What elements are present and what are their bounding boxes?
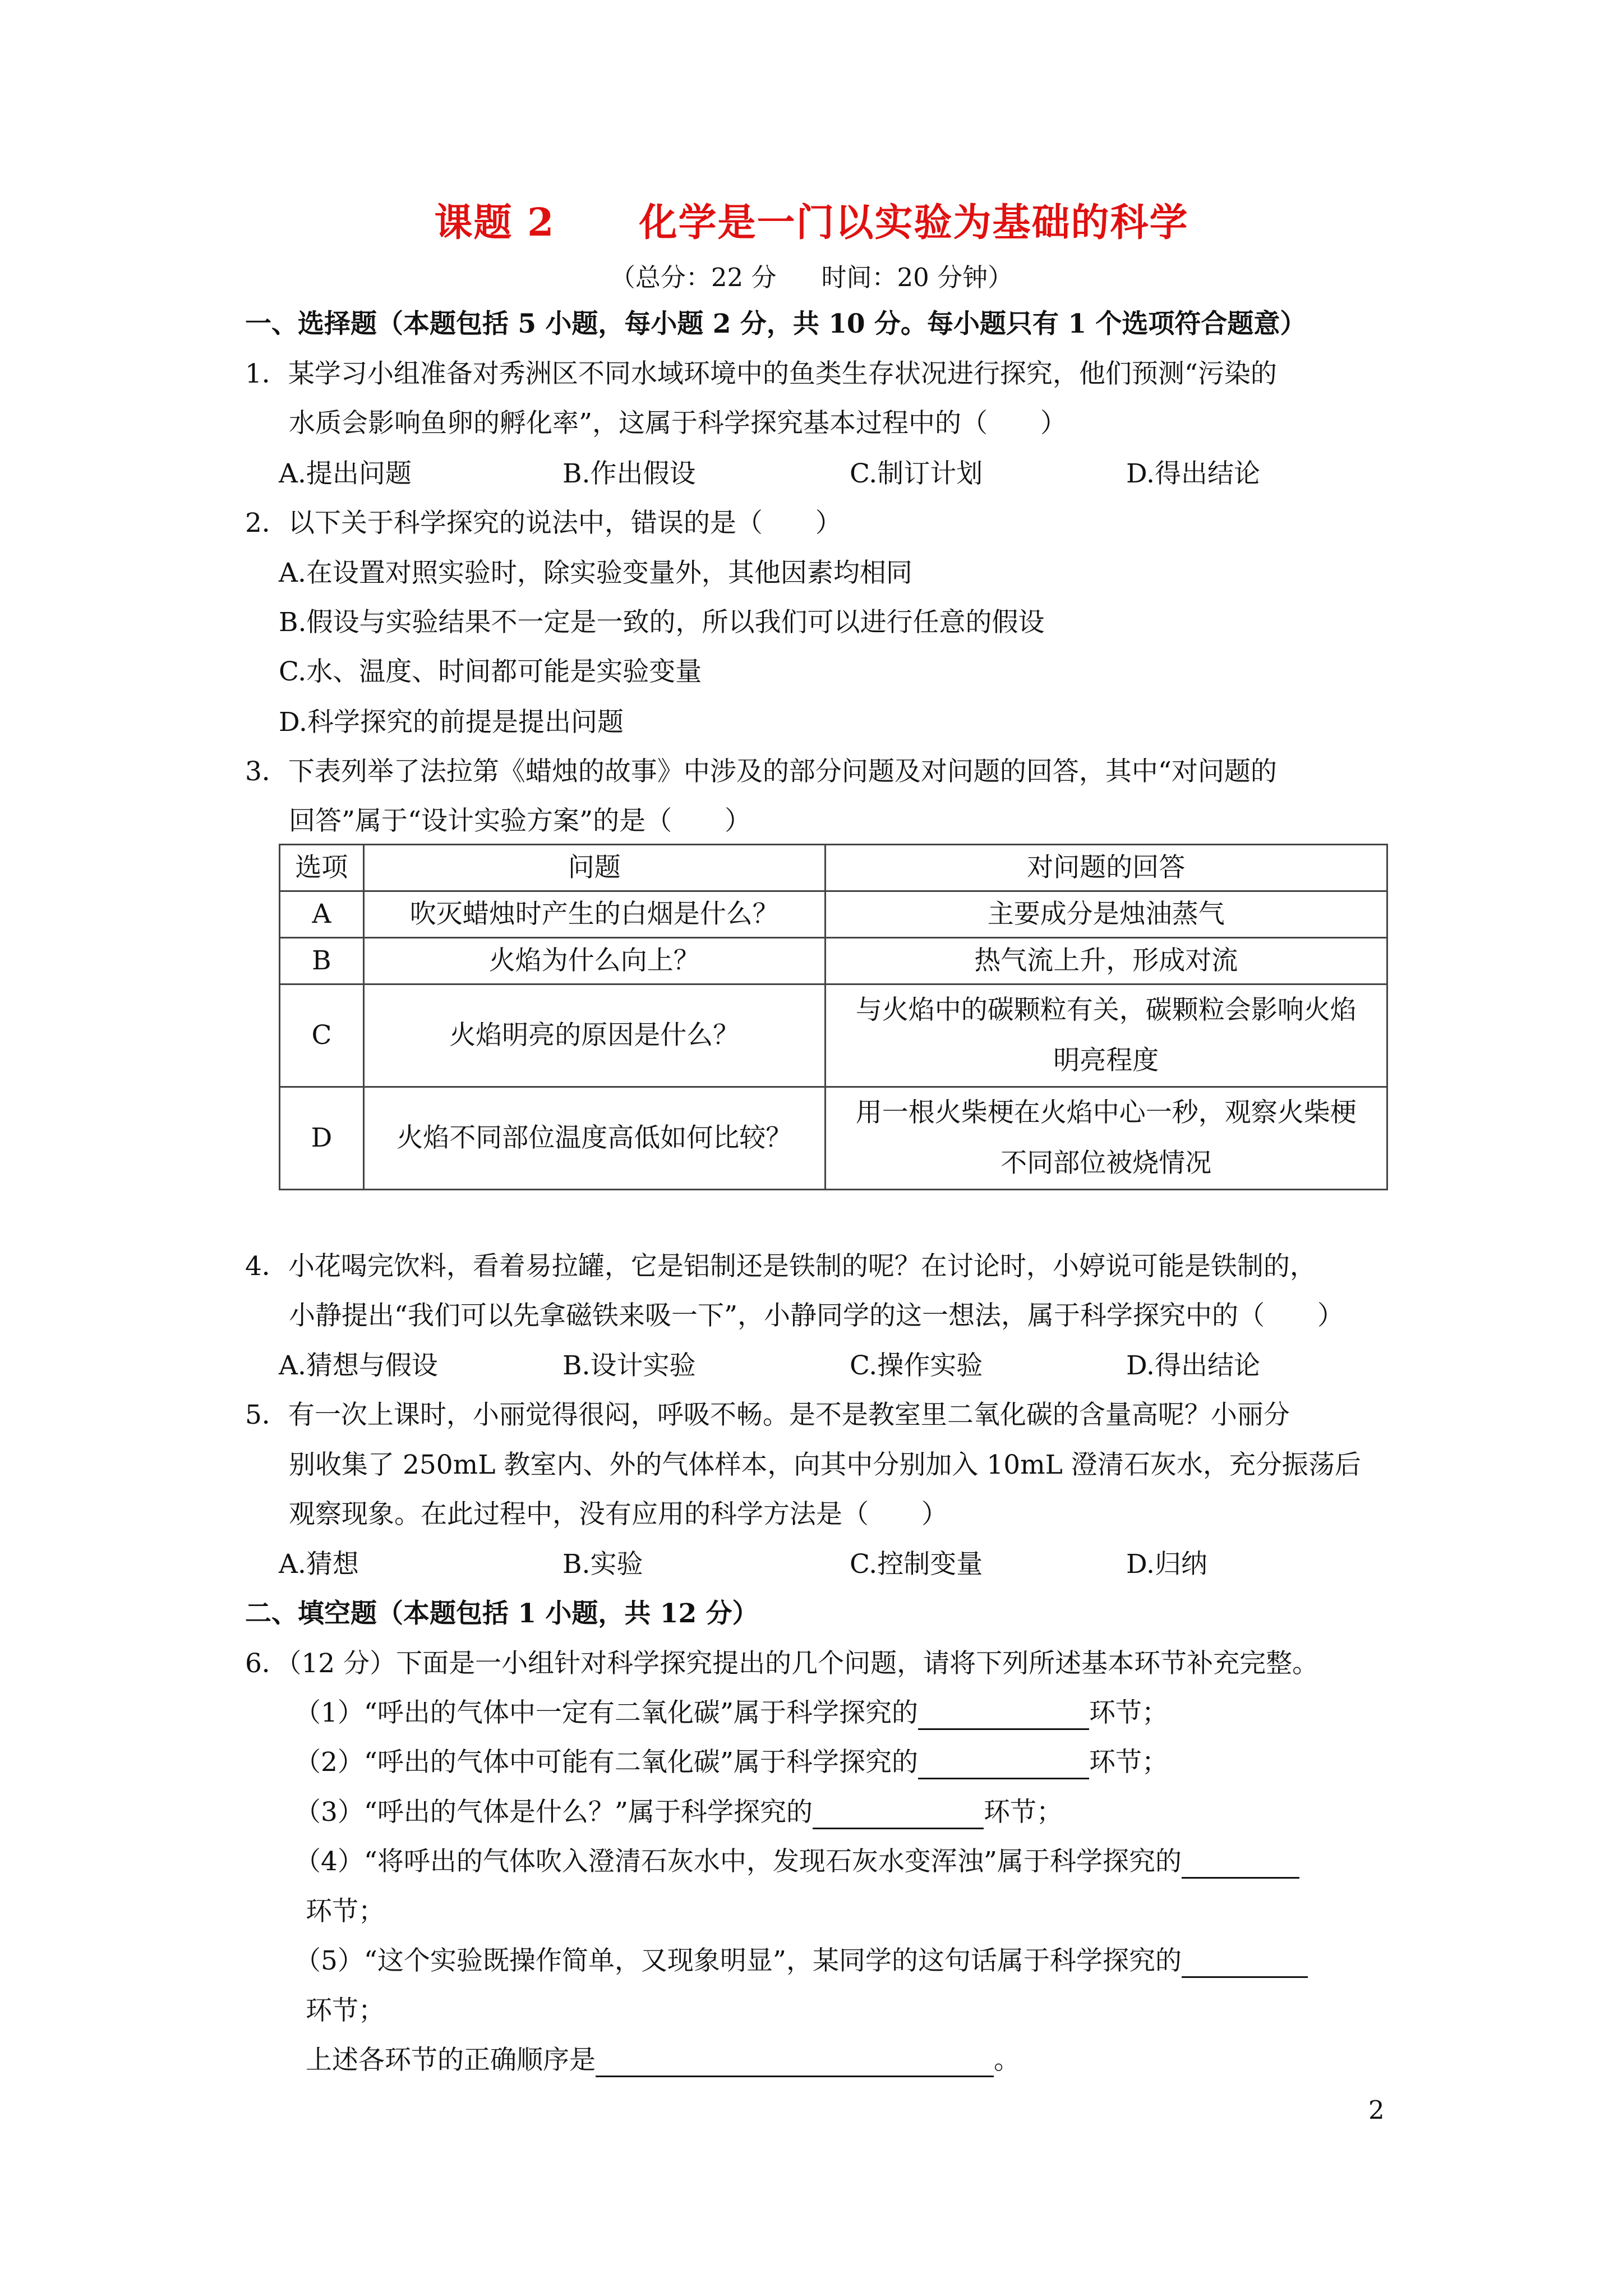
subtitle-score: （总分：22 分 (610, 263, 777, 292)
q6-s5-text: （5）“这个实验既操作简单，又现象明显”，某同学的这句话属于科学探究的 (294, 1945, 1182, 1976)
q6-s1-text: （1）“呼出的气体中一定有二氧化碳”属于科学探究的 (294, 1697, 918, 1728)
q3-line1: 3．下表列举了法拉第《蜡烛的故事》中涉及的部分问题及对问题的回答，其中“对问题的 (245, 756, 1277, 787)
q6-s2-end: 环节； (1089, 1747, 1168, 1778)
q6-s1-end: 环节； (1089, 1697, 1168, 1728)
q3-table (279, 844, 1388, 1190)
q1-line2: 水质会影响鱼卵的孵化率”，这属于科学探究基本过程中的（ ） (289, 408, 1067, 439)
q6-s4-end: 环节； (306, 1896, 385, 1927)
answer-line-1: 用一根火柴梗在火焰中心一秒，观察火柴梗 (855, 1097, 1357, 1128)
page-number: 2 (1368, 2095, 1385, 2125)
table-cell-question: 火焰为什么向上？ (363, 938, 825, 984)
answer-line-1: 与火焰中的碳颗粒有关，碳颗粒会影响火焰 (855, 995, 1357, 1025)
q3-line2: 回答”属于“设计实验方案”的是（ ） (289, 806, 751, 836)
q6-subquestion-3 (294, 1796, 1063, 1829)
q6-s3-end: 环节； (983, 1797, 1063, 1828)
answer-line-2: 不同部位被烧情况 (1000, 1148, 1212, 1179)
answer-blank-3[interactable] (813, 1801, 984, 1829)
q6-order-end: 。 (994, 2045, 1020, 2076)
table-header-cell: 对问题的回答 (825, 845, 1387, 891)
table-row (280, 984, 1387, 1087)
q4-line2: 小静提出“我们可以先拿磁铁来吸一下”，小静同学的这一想法，属于科学探究中的（ ） (289, 1300, 1344, 1331)
q1-line1: 1．某学习小组准备对秀洲区不同水域环境中的鱼类生存状况进行探究，他们预测“污染的 (245, 358, 1277, 389)
section1-heading: 一、选择题（本题包括 5 小题，每小题 2 分，共 10 分。每小题只有 1 个选项符合题意） (245, 309, 1307, 339)
answer-blank-1[interactable] (918, 1701, 1089, 1730)
table-cell-answer (825, 984, 1387, 1087)
table-header-cell: 选项 (280, 845, 364, 891)
answer-blank-4[interactable] (1182, 1850, 1299, 1879)
q2-line1: 2．以下关于科学探究的说法中，错误的是（ ） (245, 508, 842, 539)
q4-option-a: A.猜想与假设 (279, 1350, 438, 1381)
q2-option-b: B.假设与实验结果不一定是一致的，所以我们可以进行任意的假设 (279, 607, 1045, 638)
title-topic: 化学是一门以实验为基础的科学 (639, 200, 1189, 245)
table-cell-question: 火焰不同部位温度高低如何比较？ (363, 1087, 825, 1190)
answer-line-2: 明亮程度 (1053, 1045, 1159, 1076)
q6-subquestion-1 (294, 1696, 1168, 1730)
table-header-cell: 问题 (363, 845, 825, 891)
q4-option-d: D.得出结论 (1126, 1350, 1260, 1381)
q6-subquestion-4 (294, 1845, 1299, 1879)
table-cell-option: B (280, 938, 364, 984)
table-cell-answer: 主要成分是烛油蒸气 (825, 891, 1387, 938)
page-title (0, 197, 1623, 248)
q5-line3: 观察现象。在此过程中，没有应用的科学方法是（ ） (289, 1499, 948, 1530)
q6-subquestion-2 (294, 1746, 1168, 1779)
table-row (280, 938, 1387, 984)
q2-option-d: D.科学探究的前提是提出问题 (279, 707, 624, 738)
q5-option-d: D.归纳 (1126, 1549, 1207, 1580)
table-cell-option: C (280, 984, 364, 1087)
q5-option-b: B.实验 (562, 1549, 643, 1580)
subtitle-time: 时间：20 分钟） (821, 263, 1013, 292)
q4-option-c: C.操作实验 (850, 1350, 983, 1381)
q1-option-c: C.制订计划 (850, 458, 983, 489)
table-row (280, 1087, 1387, 1190)
table-header-row (280, 845, 1387, 891)
q2-option-a: A.在设置对照实验时，除实验变量外，其他因素均相同 (279, 558, 912, 588)
answer-blank-5[interactable] (1182, 1949, 1308, 1978)
q5-option-a: A.猜想 (279, 1549, 359, 1580)
q5-line2: 别收集了 250mL 教室内、外的气体样本，向其中分别加入 10mL 澄清石灰水，充分振荡后 (289, 1450, 1361, 1480)
answer-blank-2[interactable] (918, 1751, 1089, 1779)
q4-line1: 4．小花喝完饮料，看着易拉罐，它是铝制还是铁制的呢？在讨论时，小婷说可能是铁制的， (245, 1251, 1316, 1282)
table-cell-question: 火焰明亮的原因是什么？ (363, 984, 825, 1087)
q6-s5-end: 环节； (306, 1995, 385, 2026)
q1-option-d: D.得出结论 (1126, 458, 1260, 489)
q6-intro: 6．（12 分）下面是一小组针对科学探究提出的几个问题，请将下列所述基本环节补充完整。 (245, 1648, 1319, 1679)
section2-heading: 二、填空题（本题包括 1 小题，共 12 分） (245, 1598, 759, 1629)
q6-s4-text: （4）“将呼出的气体吹入澄清石灰水中，发现石灰水变浑浊”属于科学探究的 (294, 1846, 1182, 1877)
answer-blank-order[interactable] (596, 2049, 994, 2077)
q5-option-c: C.控制变量 (850, 1549, 983, 1580)
table-cell-question: 吹灭蜡烛时产生的白烟是什么？ (363, 891, 825, 938)
q5-line1: 5．有一次上课时，小丽觉得很闷，呼吸不畅。是不是教室里二氧化碳的含量高呢？小丽分 (245, 1400, 1290, 1430)
q6-order (306, 2044, 1020, 2077)
title-lesson: 课题 2 (434, 200, 555, 245)
table-cell-option: A (280, 891, 364, 938)
page-subtitle (0, 261, 1623, 295)
q6-s3-text: （3）“呼出的气体是什么？”属于科学探究的 (294, 1797, 813, 1828)
q1-option-b: B.作出假设 (562, 458, 696, 489)
table-cell-option: D (280, 1087, 364, 1190)
q6-order-text: 上述各环节的正确顺序是 (306, 2045, 596, 2076)
table-cell-answer (825, 1087, 1387, 1190)
q6-s2-text: （2）“呼出的气体中可能有二氧化碳”属于科学探究的 (294, 1747, 918, 1778)
table-cell-answer: 热气流上升，形成对流 (825, 938, 1387, 984)
q4-option-b: B.设计实验 (562, 1350, 696, 1381)
q6-subquestion-5 (294, 1944, 1308, 1978)
q1-option-a: A.提出问题 (279, 458, 412, 489)
q2-option-c: C.水、温度、时间都可能是实验变量 (279, 656, 702, 687)
table-row (280, 891, 1387, 938)
